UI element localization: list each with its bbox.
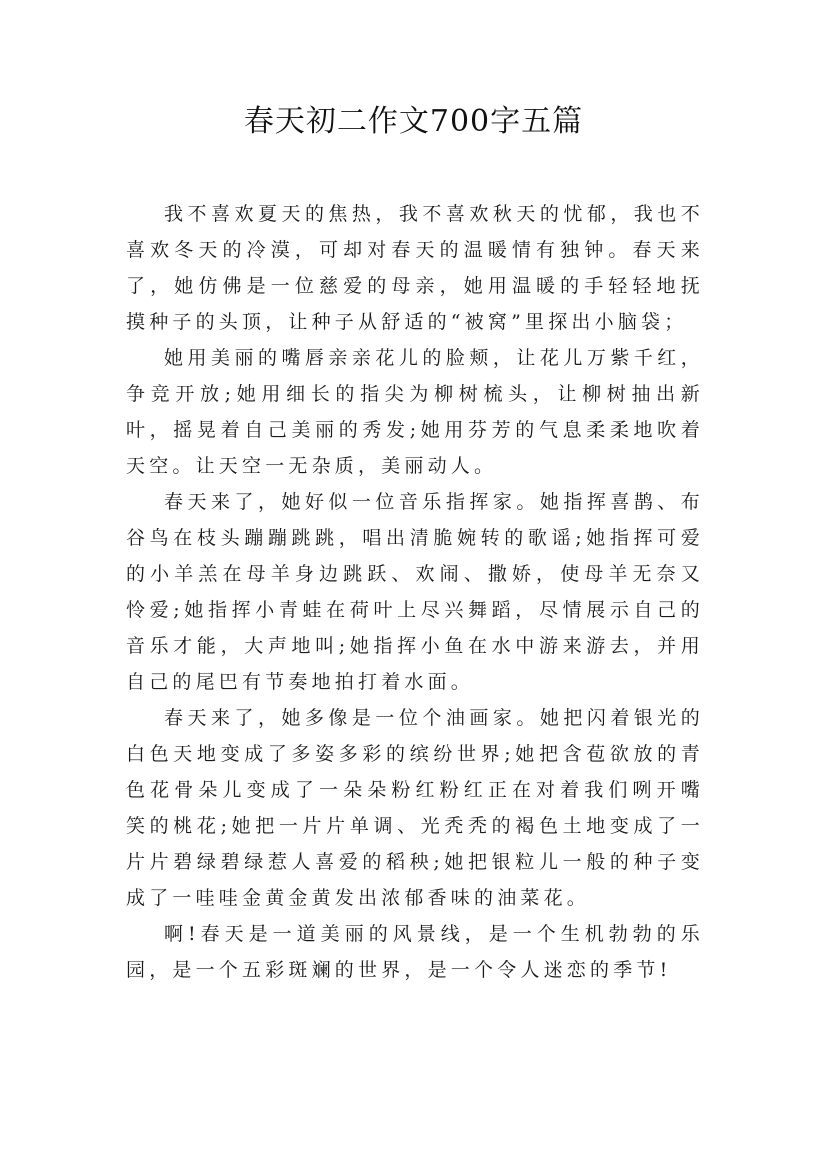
paragraph-1: 我不喜欢夏天的焦热，我不喜欢秋天的忧郁，我也不喜欢冬天的冷漠，可却对春天的温暖情有独钟。春天来了，她仿佛是一位慈爱的母亲，她用温暖的手轻轻地抚摸种子的头顶，让种子从舒适的“被窝”里探出小脑袋； bbox=[126, 203, 704, 333]
paragraph-4: 春天来了，她多像是一位个油画家。她把闪着银光的白色天地变成了多姿多彩的缤纷世界;她把含苞欲放的青色花骨朵儿变成了一朵朵粉红粉红正在对着我们咧开嘴笑的桃花;她把一片片单调、光秃秃的褐色土地变成了一片片碧绿碧绿惹人喜爱的稻秧;她把银粒儿一般的种子变成了一哇哇金黄金黄发出浓郁香味的油菜花。 bbox=[126, 707, 704, 909]
paragraph-5: 啊!春天是一道美丽的风景线，是一个生机勃勃的乐园，是一个五彩斑斓的世界，是一个令人迷恋的季节! bbox=[126, 923, 704, 981]
paragraph-2: 她用美丽的嘴唇亲亲花儿的脸颊，让花儿万紫千红，争竞开放;她用细长的指尖为柳树梳头，让柳树抽出新叶，摇晃着自己美丽的秀发;她用芬芳的气息柔柔地吹着天空。让天空一无杂质，美丽动人。 bbox=[126, 347, 704, 477]
paragraph-3: 春天来了，她好似一位音乐指挥家。她指挥喜鹊、布谷鸟在枝头蹦蹦跳跳，唱出清脆婉转的歌谣;她指挥可爱的小羊羔在母羊身边跳跃、欢闹、撒娇，使母羊无奈又怜爱;她指挥小青蛙在荷叶上尽兴舞蹈，尽情展示自己的音乐才能，大声地叫;她指挥小鱼在水中游来游去，并用自己的尾巴有节奏地拍打着水面。 bbox=[126, 491, 704, 693]
document-title: 春天初二作文700字五篇 bbox=[243, 104, 584, 139]
document-body bbox=[126, 196, 704, 988]
